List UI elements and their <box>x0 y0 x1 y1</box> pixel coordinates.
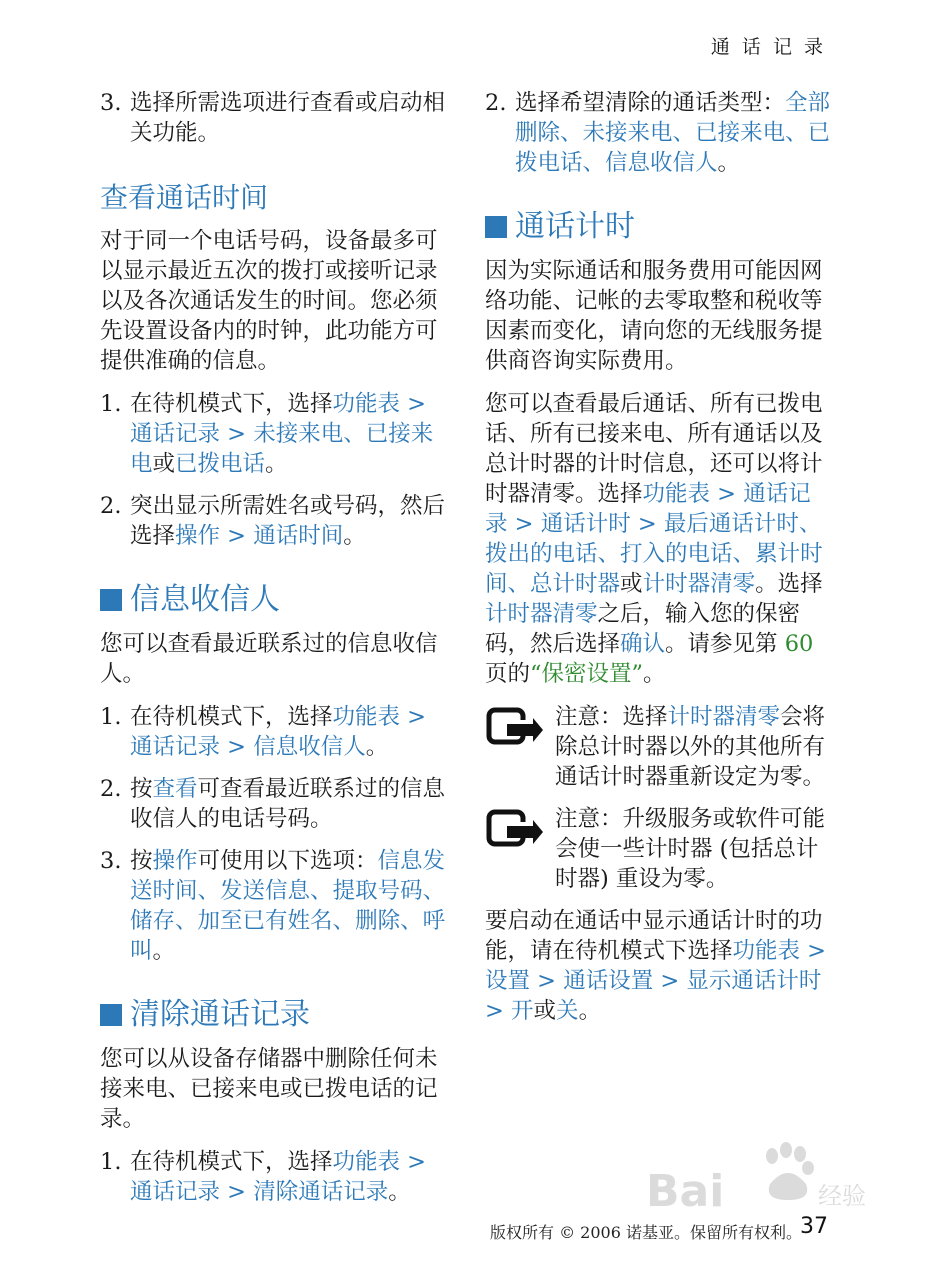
note-label: 注意： <box>555 806 623 832</box>
option-add-to-contact[interactable]: 加至已有姓名 <box>197 908 333 934</box>
separator: 、 <box>582 150 606 176</box>
list-item <box>100 88 446 148</box>
menu-link-call-timers[interactable]: 通话计时 <box>540 511 631 537</box>
conjunction: 或 <box>533 998 557 1024</box>
step-text: 可使用以下选项： <box>197 848 378 874</box>
option-clear-timers[interactable]: 计时器清零 <box>642 571 756 597</box>
separator: > <box>220 734 254 760</box>
page-number: 37 <box>800 1214 828 1239</box>
text: 升级服务或软件可能会使一些计时器 (包括总计时器) 重设为零。 <box>555 806 826 892</box>
steps-list <box>100 1147 446 1207</box>
list-item <box>100 491 446 551</box>
steps-list <box>485 88 831 178</box>
list-number: 3. <box>100 90 122 116</box>
step-text: 可查看最近联系过的信息收信人的电话号码。 <box>130 776 446 832</box>
option-clear-timers[interactable]: 计时器清零 <box>485 601 598 627</box>
separator: 、 <box>343 421 366 447</box>
baidu-watermark-logo <box>640 1140 870 1220</box>
punctuation: 。 <box>343 523 366 549</box>
option-cumulative[interactable]: 累计时间 <box>485 541 823 597</box>
note-icon <box>485 804 555 894</box>
menu-link-call-log[interactable]: 通话记录 <box>485 481 811 537</box>
menu-link-options[interactable]: 操作 <box>175 523 221 549</box>
steps-list <box>100 702 446 966</box>
conjunction: 或 <box>620 571 643 597</box>
option-off[interactable]: 关 <box>556 998 579 1024</box>
separator: > <box>220 1179 254 1205</box>
menu-link-received[interactable]: 已接来电 <box>130 421 434 477</box>
list-item <box>100 702 446 762</box>
option-received-calls[interactable]: 打入的电话 <box>620 541 733 567</box>
note-block <box>485 702 831 792</box>
note-block <box>485 804 831 894</box>
paragraph: 对于同一个电话号码，设备最多可以显示最近五次的拨打或接听记录以及各次通话发生的时间。您必须先设置设备内的时钟，此功能方可提供准确的信息。 <box>100 228 438 374</box>
punctuation: 。 <box>388 1179 411 1205</box>
menu-link-missed[interactable]: 未接来电 <box>253 421 344 447</box>
punctuation: 。 <box>717 150 741 176</box>
paragraph: 您可以查看最近联系过的信息收信人。 <box>100 631 438 687</box>
text: 。请参见第 <box>665 631 785 657</box>
paragraph: 因为实际通话和服务费用可能因网络功能、记帐的去零取整和税收等因素而变化，请向您的无线服务提供商咨询实际费用。 <box>485 258 823 374</box>
paragraph: 您可以从设备存储器中删除任何未接来电、已接来电或已拨电话的记录。 <box>100 1046 438 1132</box>
text: 选择 <box>622 704 668 730</box>
option-delete[interactable]: 删除 <box>355 908 401 934</box>
option-msg-recipients[interactable]: 信息收信人 <box>605 150 718 176</box>
option-msg-sent-time[interactable]: 信息发送时间 <box>130 848 446 904</box>
menu-link-call-log[interactable]: 通话记录 <box>130 421 221 447</box>
text: 要启动在通话中显示通话计时的功能，请在待机模式下选择 <box>485 908 823 964</box>
section-bullet-icon <box>100 589 122 611</box>
note-text <box>555 804 831 894</box>
section-bullet-icon <box>100 1004 122 1026</box>
step-text: 在待机模式下，选择 <box>130 391 333 417</box>
right-column <box>485 88 831 1039</box>
menu-link-call-duration[interactable]: 通话时间 <box>253 523 344 549</box>
list-item <box>100 389 446 479</box>
menu-link-call-settings[interactable]: 通话设置 <box>563 968 654 994</box>
section-title-call-timers <box>485 208 831 246</box>
paragraph <box>485 906 831 1026</box>
option-last-call[interactable]: 最后通话计时 <box>663 511 799 537</box>
menu-link-dialed[interactable]: 已拨电话 <box>175 451 266 477</box>
list-number: 2. <box>100 776 122 802</box>
intro-list <box>100 88 446 148</box>
punctuation: 。 <box>265 451 288 477</box>
punctuation: 。 <box>578 998 602 1024</box>
text: 之后，输入您的保密码，然后选择 <box>485 601 801 657</box>
step-text: 按 <box>130 848 153 874</box>
menu-link-menu[interactable]: 功能表 <box>332 704 401 730</box>
menu-link-clear-logs[interactable]: 清除通话记录 <box>253 1179 389 1205</box>
step-text: 按 <box>130 776 153 802</box>
list-number: 2. <box>485 90 507 116</box>
running-head: 通 话 记 录 <box>710 36 826 58</box>
step-text: 在待机模式下，选择 <box>130 704 333 730</box>
menu-link-menu[interactable]: 功能表 <box>732 938 801 964</box>
separator: > <box>800 938 827 964</box>
page-reference[interactable]: 60 <box>784 631 814 657</box>
section-title-clear-logs <box>100 996 446 1034</box>
menu-link-call-log[interactable]: 通话记录 <box>130 734 221 760</box>
svg-text:经验: 经验 <box>818 1182 866 1210</box>
separator: > <box>220 523 254 549</box>
list-text: 选择所需选项进行查看或启动相关功能。 <box>130 90 446 146</box>
option-dialed[interactable]: 已拨电话 <box>515 120 831 176</box>
option-on[interactable]: 开 <box>511 998 534 1024</box>
list-number: 1. <box>100 1149 122 1175</box>
menu-link-settings[interactable]: 设置 <box>485 968 531 994</box>
separator: 、 <box>785 120 808 146</box>
punctuation: 。 <box>643 661 666 687</box>
note-label: 注意： <box>555 704 623 730</box>
step-text: 突出显示所需姓名或号码，然后选择 <box>130 493 446 549</box>
step-text: 选择希望清除的通话类型： <box>515 90 786 116</box>
menu-link-call-log[interactable]: 通话记录 <box>130 1179 221 1205</box>
list-item <box>100 1147 446 1207</box>
section-bullet-icon <box>485 216 507 238</box>
separator: > <box>653 968 687 994</box>
option-use-number[interactable]: 提取号码 <box>332 878 423 904</box>
text: 。选择 <box>755 571 823 597</box>
paragraph <box>485 389 831 689</box>
softkey-view[interactable]: 查看 <box>152 776 198 802</box>
punctuation: 。 <box>152 938 176 964</box>
list-number: 1. <box>100 391 122 417</box>
note-icon <box>485 702 555 792</box>
section-title-text: 信息收信人 <box>130 582 280 617</box>
cross-reference-link[interactable]: “保密设置” <box>530 661 644 687</box>
svg-text:Bai: Bai <box>646 1166 725 1217</box>
option-call[interactable]: 呼叫 <box>130 908 446 964</box>
separator: 、 <box>310 878 333 904</box>
text: 页的 <box>485 661 531 687</box>
conjunction: 或 <box>152 451 176 477</box>
separator: 、 <box>422 878 446 904</box>
list-number: 2. <box>100 493 122 519</box>
copyright-footer: 版权所有 © 2006 诺基亚。保留所有权利。 <box>490 1223 802 1242</box>
separator: > <box>507 511 541 537</box>
text: 会将除总计时器以外的其他所有通话计时器重新设定为零。 <box>555 704 826 790</box>
separator: > <box>220 421 254 447</box>
menu-link-options[interactable]: 操作 <box>152 848 198 874</box>
left-column <box>100 88 446 1219</box>
separator: > <box>400 391 427 417</box>
section-title-view-duration: 查看通话时间 <box>100 181 269 214</box>
option-delete-all[interactable]: 全部删除 <box>515 90 831 146</box>
separator: > <box>710 481 744 507</box>
section-title-text: 通话计时 <box>515 209 635 244</box>
punctuation: 。 <box>365 734 389 760</box>
menu-link-menu[interactable]: 功能表 <box>332 391 401 417</box>
option-missed[interactable]: 未接来电 <box>582 120 673 146</box>
option-save[interactable]: 储存 <box>130 908 176 934</box>
text: 您可以查看最后通话、所有已拨电话、所有已接来电、所有通话以及总计时器的计时信息，还可以将计时器清零。选择 <box>485 391 823 507</box>
separator: > <box>630 511 664 537</box>
menu-link-menu[interactable]: 功能表 <box>332 1149 401 1175</box>
list-item <box>100 774 446 834</box>
separator: 、 <box>197 878 221 904</box>
option-total-timer[interactable]: 总计时器 <box>530 571 621 597</box>
list-item <box>485 88 831 178</box>
list-number: 1. <box>100 704 122 730</box>
separator: 、 <box>672 120 696 146</box>
option-send-msg[interactable]: 发送信息 <box>220 878 311 904</box>
option-dialed-calls[interactable]: 拨出的电话 <box>485 541 598 567</box>
separator: 、 <box>175 908 198 934</box>
option-clear-timers[interactable]: 计时器清零 <box>667 704 781 730</box>
section-title-msg-recipients <box>100 581 446 619</box>
separator: > <box>400 1149 427 1175</box>
list-item <box>100 846 446 966</box>
menu-link-msg-recipients[interactable]: 信息收信人 <box>253 734 366 760</box>
option-received[interactable]: 已接来电 <box>695 120 786 146</box>
separator: 、 <box>732 541 756 567</box>
menu-link-menu[interactable]: 功能表 <box>642 481 711 507</box>
separator: 、 <box>597 541 621 567</box>
menu-link-show-call-timer[interactable]: 显示通话计时 <box>686 968 822 994</box>
note-text <box>555 702 831 792</box>
separator: 、 <box>400 908 423 934</box>
separator: > <box>400 704 427 730</box>
list-number: 3. <box>100 848 122 874</box>
separator: > <box>530 968 564 994</box>
softkey-confirm[interactable]: 确认 <box>620 631 666 657</box>
steps-list <box>100 389 446 551</box>
separator: 、 <box>560 120 583 146</box>
separator: 、 <box>798 511 822 537</box>
separator: 、 <box>332 908 356 934</box>
section-title-text: 清除通话记录 <box>130 997 310 1032</box>
separator: > <box>485 998 512 1024</box>
step-text: 在待机模式下，选择 <box>130 1149 333 1175</box>
separator: 、 <box>507 571 531 597</box>
